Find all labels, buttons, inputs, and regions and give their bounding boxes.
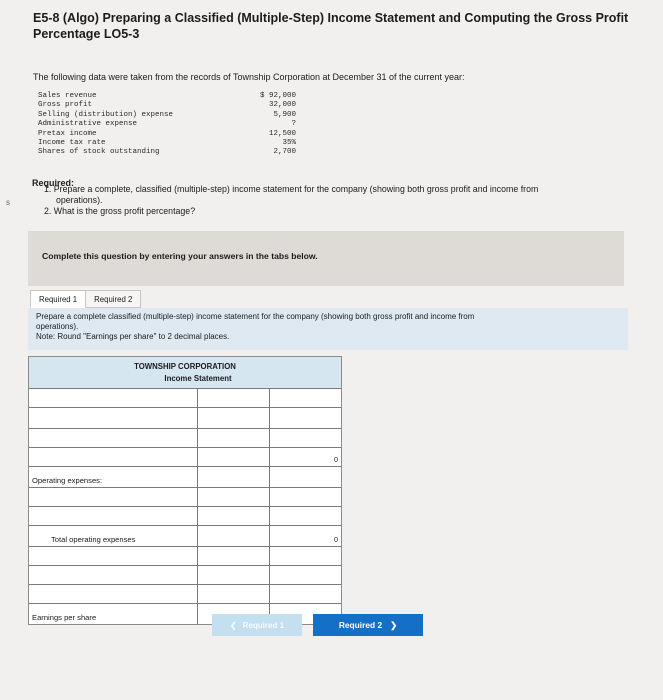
prev-button[interactable] bbox=[212, 614, 302, 636]
amount-input[interactable] bbox=[198, 389, 270, 407]
table-row bbox=[29, 447, 341, 466]
account-input[interactable] bbox=[29, 448, 198, 466]
table-row bbox=[29, 546, 341, 565]
eps-text: Earnings per share bbox=[32, 613, 97, 622]
table-row bbox=[29, 407, 341, 428]
data-row bbox=[38, 92, 296, 101]
statement-header bbox=[29, 357, 341, 388]
data-label: Selling (distribution) expense bbox=[38, 110, 174, 119]
amount-cell bbox=[198, 467, 270, 487]
amount-input[interactable] bbox=[198, 488, 270, 506]
account-input[interactable] bbox=[29, 547, 198, 565]
total-input[interactable] bbox=[270, 547, 341, 565]
data-value: ? bbox=[291, 120, 296, 129]
amount-input[interactable] bbox=[198, 448, 270, 466]
data-value: 12,500 bbox=[268, 129, 296, 138]
prompt-note: Note: Round "Earnings per share" to 2 decimal places. bbox=[36, 332, 230, 341]
account-input[interactable] bbox=[29, 585, 198, 603]
given-data bbox=[38, 92, 296, 158]
table-row bbox=[29, 428, 341, 447]
company-name: TOWNSHIP CORPORATION bbox=[134, 362, 236, 371]
tab-required-1[interactable]: Required 1 bbox=[30, 290, 86, 308]
amount-input[interactable] bbox=[198, 585, 270, 603]
total-input[interactable] bbox=[270, 507, 341, 525]
table-row bbox=[29, 466, 341, 487]
required-item-2: 2. What is the gross profit percentage? bbox=[44, 206, 196, 216]
chevron-left-icon: ❮ bbox=[229, 620, 237, 630]
total-operating-value bbox=[270, 526, 341, 546]
next-label: Required 2 bbox=[338, 620, 383, 630]
table-row bbox=[29, 487, 341, 506]
instruction-text: Complete this question by entering your answers in the tabs below. bbox=[42, 251, 318, 261]
table-row bbox=[29, 525, 341, 546]
data-label: Shares of stock outstanding bbox=[38, 148, 160, 157]
total-operating-label bbox=[29, 526, 198, 546]
data-row bbox=[38, 111, 296, 120]
tab-prompt bbox=[28, 308, 628, 350]
gross-profit-value bbox=[270, 448, 341, 466]
data-value: 32,000 bbox=[268, 101, 296, 110]
required-list bbox=[44, 184, 634, 217]
problem-intro: The following data were taken from the records of Township Corporation at December 31 of the current year: bbox=[33, 72, 465, 82]
prompt-text: Prepare a complete classified (multiple-step) income statement for the company (showing both gross profit and income from bbox=[36, 312, 475, 321]
data-row bbox=[38, 148, 296, 157]
total-input[interactable] bbox=[270, 585, 341, 603]
account-input[interactable] bbox=[29, 488, 198, 506]
data-label: Sales revenue bbox=[38, 92, 97, 100]
data-value: 35% bbox=[282, 139, 296, 148]
account-input[interactable] bbox=[29, 429, 198, 447]
data-row bbox=[38, 120, 296, 129]
data-value: 2,700 bbox=[273, 148, 296, 157]
required-item-1-cont: operations). bbox=[56, 195, 103, 205]
instruction-box bbox=[28, 231, 624, 286]
account-input[interactable] bbox=[29, 408, 198, 428]
data-label: Pretax income bbox=[38, 129, 97, 138]
tab-bar bbox=[30, 290, 140, 308]
data-label: Administrative expense bbox=[38, 120, 138, 129]
amount-cell bbox=[198, 526, 270, 546]
data-row bbox=[38, 101, 296, 110]
problem-title: E5-8 (Algo) Preparing a Classified (Multiple-Step) Income Statement and Computing the Gross Profit Percentage LO5-3 bbox=[33, 11, 629, 41]
total-cell bbox=[270, 467, 341, 487]
total-input[interactable] bbox=[270, 566, 341, 584]
total-input[interactable] bbox=[270, 429, 341, 447]
next-button[interactable] bbox=[313, 614, 423, 636]
data-row bbox=[38, 130, 296, 139]
total-operating-text: Total operating expenses bbox=[51, 535, 136, 544]
amount-input[interactable] bbox=[198, 566, 270, 584]
chevron-right-icon: ❯ bbox=[390, 620, 398, 630]
data-value: 5,900 bbox=[273, 110, 296, 119]
account-input[interactable] bbox=[29, 389, 198, 407]
statement-name: Income Statement bbox=[164, 374, 232, 383]
operating-expenses-text: Operating expenses: bbox=[32, 476, 103, 485]
table-row bbox=[29, 565, 341, 584]
table-row bbox=[29, 388, 341, 407]
total-input[interactable] bbox=[270, 488, 341, 506]
tab-required-2[interactable]: Required 2 bbox=[85, 290, 141, 308]
data-label: Income tax rate bbox=[38, 139, 106, 148]
amount-input[interactable] bbox=[198, 429, 270, 447]
eps-label bbox=[29, 604, 198, 624]
income-statement-table bbox=[28, 356, 342, 625]
data-value: $ 92,000 bbox=[259, 92, 296, 100]
account-input[interactable] bbox=[29, 566, 198, 584]
total-operating-amount: 0 bbox=[334, 535, 338, 544]
gross-profit-amount: 0 bbox=[334, 455, 338, 464]
table-row bbox=[29, 506, 341, 525]
total-input[interactable] bbox=[270, 389, 341, 407]
prev-label: Required 1 bbox=[242, 620, 285, 630]
operating-expenses-label bbox=[29, 467, 198, 487]
total-input[interactable] bbox=[270, 408, 341, 428]
prompt-text-cont: operations). bbox=[36, 322, 79, 331]
amount-input[interactable] bbox=[198, 547, 270, 565]
required-heading: Required: bbox=[32, 178, 75, 188]
margin-mark: s bbox=[6, 198, 10, 207]
data-label: Gross profit bbox=[38, 101, 93, 110]
table-row bbox=[29, 584, 341, 603]
amount-input[interactable] bbox=[198, 408, 270, 428]
amount-input[interactable] bbox=[198, 507, 270, 525]
account-input[interactable] bbox=[29, 507, 198, 525]
data-row bbox=[38, 139, 296, 148]
required-item-1: 1. Prepare a complete, classified (multiple-step) income statement for the company (showing both gross profit and income from bbox=[44, 184, 539, 194]
